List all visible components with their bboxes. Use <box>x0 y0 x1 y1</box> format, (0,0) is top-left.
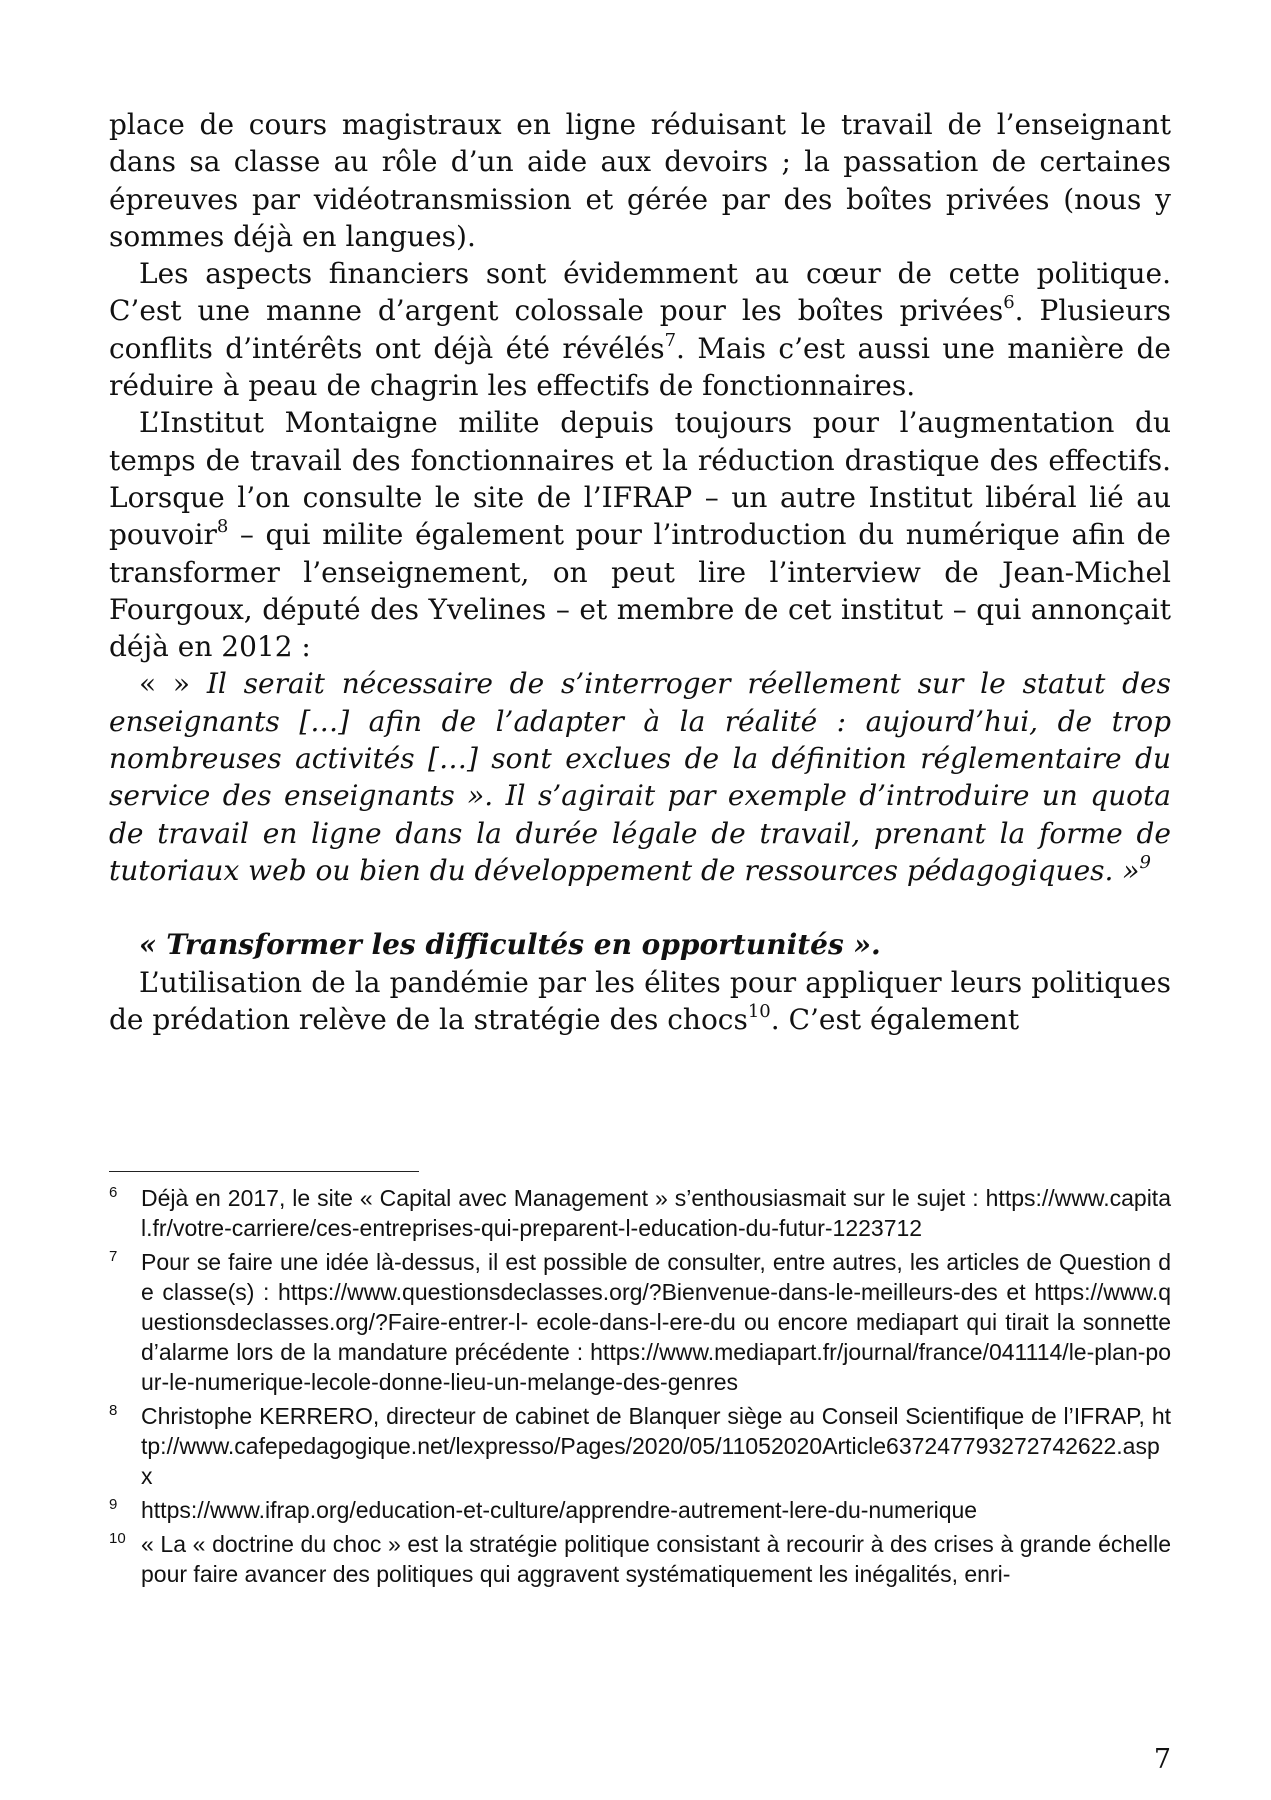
paragraph-text: . Plusieurs conflits d’intérêts ont déjà été révélés <box>109 294 1171 365</box>
footnote-text[interactable]: Christophe KERRERO, directeur de cabinet de Blanquer siège au Conseil Scientifique de l’IFRAP, http://www.cafepedagogique.net/lexpresso/Pages/2020/05/11052020Article637247793272742622.aspx <box>141 1403 1171 1489</box>
footnote-ref-10[interactable]: 10 <box>747 1000 771 1022</box>
footnote-ref-9[interactable]: 9 <box>1139 851 1151 873</box>
footnote-10 <box>109 1529 1171 1589</box>
paragraph-text: . C’est également <box>770 1002 1020 1036</box>
block-quote <box>109 665 1171 889</box>
paragraph-text: . Mais c’est aussi une manière de réduire à peau de chagrin les effectifs de fonctionnaires. <box>109 331 1171 403</box>
footnotes <box>109 1183 1171 1593</box>
footnote-text[interactable]: https://www.ifrap.org/education-et-culture/apprendre-autrement-lere-du-numerique <box>141 1497 978 1523</box>
paragraph-text: Les aspects financiers sont évidemment au cœur de cette politique. C’est une manne d’argent colossale pour les boîtes privées <box>109 257 1171 328</box>
section-heading: « Transformer les difficultés en opportunités ». <box>139 928 881 962</box>
quote-text: Il serait nécessaire de s’interroger réellement sur le statut des enseignants […] afin de l’adapter à la réalité : aujourd’hui, de trop nombreuses activités […] sont exclues de la définition réglementaire du service des enseignants ». Il s’agirait par exemple d’introduire un quota de travail en ligne dans la durée légale de travail, prenant la forme de tutoriaux web ou bien du développement de ressources pédagogiques. » <box>109 667 1171 887</box>
footnote-number: 8 <box>109 1402 118 1419</box>
footnote-text: « La « doctrine du choc » est la stratégie politique consistant à recourir à des crises à grande échelle pour faire avancer des politiques qui aggravent systématiquement les inégalités, enri- <box>141 1531 1171 1587</box>
paragraph-text: L’utilisation de la pandémie par les élites pour appliquer leurs politiques de prédation relève de la stratégie des chocs <box>109 965 1171 1036</box>
footnote-text[interactable]: Déjà en 2017, le site « Capital avec Management » s’enthousiasmait sur le sujet : https://www.capital.fr/votre-carriere/ces-entreprises-qui-preparent-l-education-du-futur-1223712 <box>141 1185 1171 1241</box>
paragraph-financial-aspects <box>109 255 1171 404</box>
footnote-ref-7[interactable]: 7 <box>664 329 677 351</box>
page-number: 7 <box>1153 1744 1171 1775</box>
footnote-9 <box>109 1495 1171 1525</box>
footnote-separator <box>109 1171 419 1172</box>
footnote-ref-6[interactable]: 6 <box>1003 292 1015 314</box>
footnote-6 <box>109 1183 1171 1243</box>
paragraph-institut-montaigne <box>109 404 1171 665</box>
paragraph-text: L’Institut Montaigne milite depuis toujours pour l’augmentation du temps de travail des fonctionnaires et la réduction drastique des effectifs. Lorsque l’on consulte le site de l’IFRAP – un autre Institut libéral lié au pouvoir <box>109 406 1171 552</box>
footnote-number: 10 <box>109 1530 126 1547</box>
quote-marks: « » <box>139 667 191 701</box>
footnote-ref-8[interactable]: 8 <box>216 516 229 538</box>
footnote-text[interactable]: Pour se faire une idée là-dessus, il est possible de consulter, entre autres, les articles de Question de classe(s) : https://www.questionsdeclasses.org/?Bienvenue-dans-le-meilleurs-des et https://www.questionsdeclasses.org/?Faire-entrer-l- ecole-dans-l-ere-du ou encore mediapart qui tirait la sonnette d’alarme lors de la mandature précédente : https://www.mediapart.fr/journal/france/041114/le-plan-pour-le-numerique-lecole-donne-lieu-un-melange-des-genres <box>141 1249 1171 1395</box>
paragraph-pandemic <box>109 964 1171 1039</box>
body-text <box>109 106 1171 1038</box>
footnote-number: 6 <box>109 1184 118 1201</box>
footnote-7 <box>109 1247 1171 1397</box>
footnote-number: 9 <box>109 1496 118 1513</box>
footnote-number: 7 <box>109 1248 118 1265</box>
paragraph-text: – qui milite également pour l’introduction du numérique afin de transformer l’enseignement, on peut lire l’interview de Jean-Michel Fourgoux, député des Yvelines – et membre de cet institut – qui annonçait déjà en 2012 : <box>109 518 1171 664</box>
paragraph-continuation: place de cours magistraux en ligne réduisant le travail de l’enseignant dans sa classe au rôle d’un aide aux devoirs ; la passation de certaines épreuves par vidéotransmission et gérée par des boîtes privées (nous y sommes déjà en langues). <box>109 108 1171 253</box>
footnote-8 <box>109 1401 1171 1491</box>
